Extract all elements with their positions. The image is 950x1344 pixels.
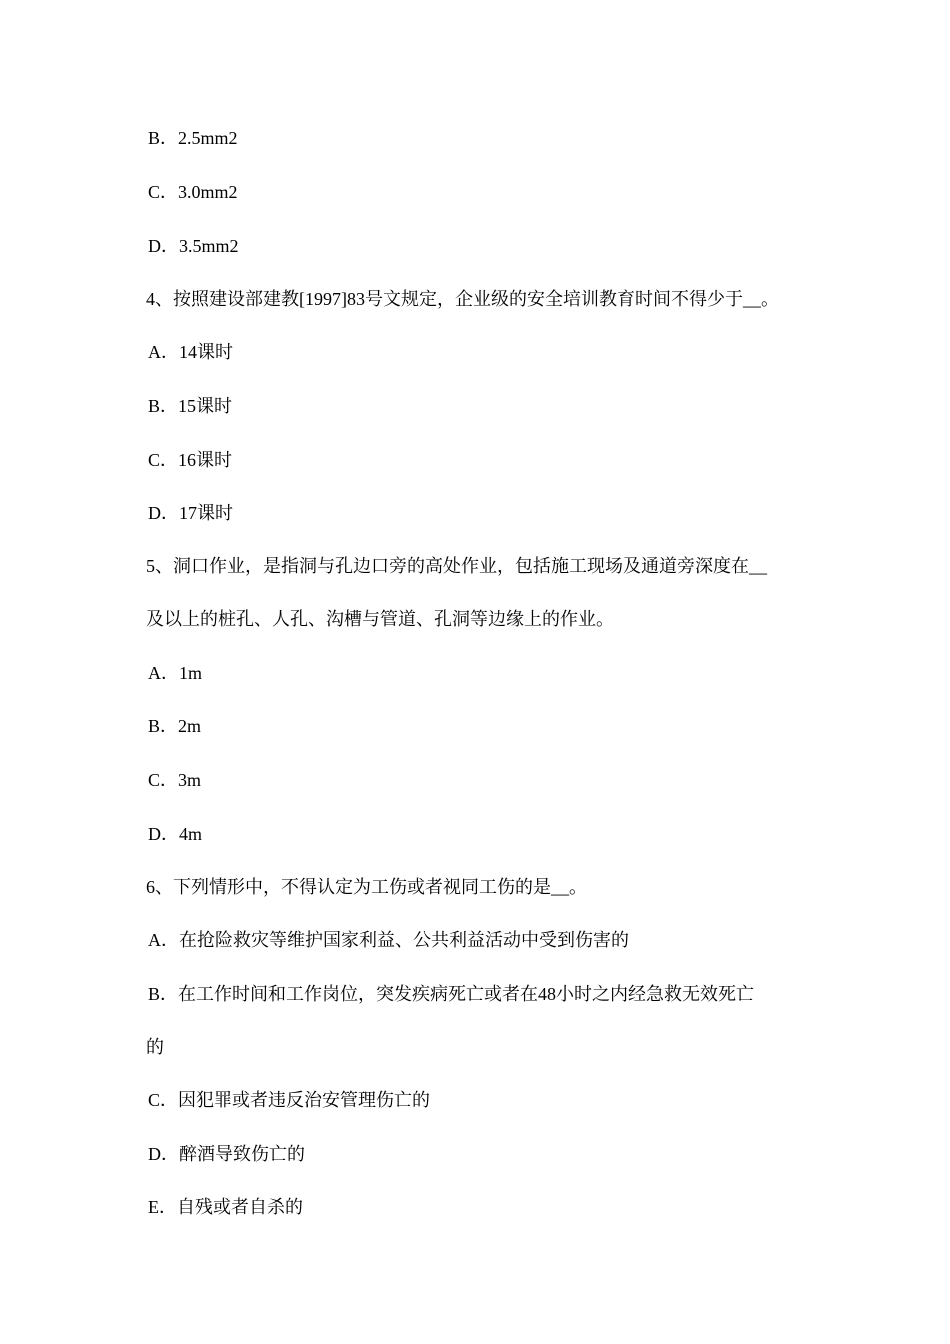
q5-option-a: A．1m (148, 663, 202, 683)
q6-stem: 6、下列情形中，不得认定为工伤或者视同工伤的是__。 (146, 877, 587, 897)
q3-option-c: C．3.0mm2 (148, 182, 238, 202)
q4-stem: 4、按照建设部建教[1997]83号文规定，企业级的安全培训教育时间不得少于__。 (146, 289, 779, 309)
q5-stem-line-1: 5、洞口作业，是指洞与孔边口旁的高处作业，包括施工现场及通道旁深度在__ (146, 556, 767, 576)
q6-option-e: E．自残或者自杀的 (148, 1197, 303, 1217)
q4-option-d: D．17课时 (148, 503, 233, 523)
q6-option-b-continuation: 的 (146, 1037, 164, 1057)
q6-option-c: C．因犯罪或者违反治安管理伤亡的 (148, 1090, 431, 1110)
q4-option-c: C．16课时 (148, 450, 233, 470)
q5-stem-line-2: 及以上的桩孔、人孔、沟槽与管道、孔洞等边缘上的作业。 (146, 609, 614, 629)
q6-option-d: D．醉酒导致伤亡的 (148, 1144, 305, 1164)
q3-option-b: B．2.5mm2 (148, 128, 238, 148)
q5-option-b: B．2m (148, 716, 202, 736)
q3-option-d: D．3.5mm2 (148, 236, 239, 256)
q4-option-b: B．15课时 (148, 396, 233, 416)
q6-option-a: A．在抢险救灾等维护国家利益、公共利益活动中受到伤害的 (148, 930, 629, 950)
q4-option-a: A．14课时 (148, 342, 233, 362)
q6-option-b: B．在工作时间和工作岗位，突发疾病死亡或者在48小时之内经急救无效死亡 (148, 984, 755, 1004)
q5-option-d: D．4m (148, 824, 202, 844)
q5-option-c: C．3m (148, 770, 202, 790)
